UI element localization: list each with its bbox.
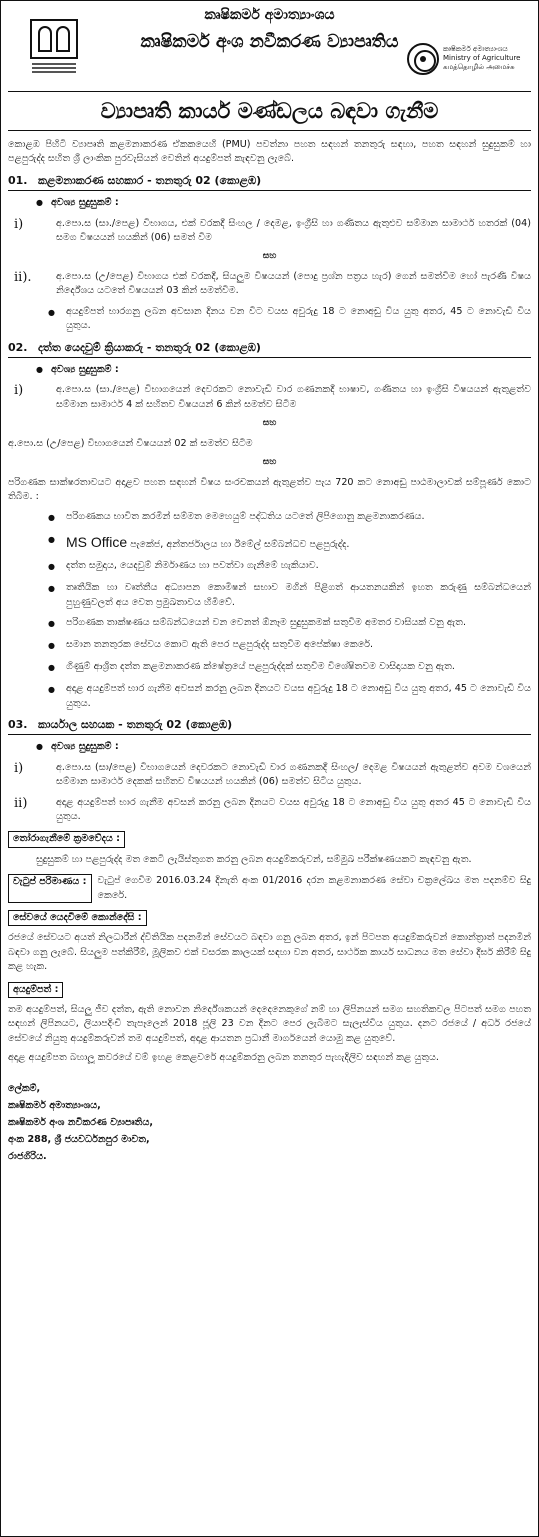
course-requirement: පරිගණක සාක්ෂරතාවයට අදාළව පහත සඳහන් විෂය සංරචකයන් ඇතුළත්ව පැය 720 කට නොඅඩු පාඨමාලාවක් සම්පූර්ණ කොට තිබීම. : bbox=[8, 476, 531, 502]
signature-line: ලේකම්, bbox=[8, 1083, 41, 1095]
applications-text: තම අයදුම්පත්, සියලු ජීව දත්ත, ඇති නොවන නිර්දේශකයන් දෙදෙනෙකුගේ නම් හා ලිපිනයන් සමග සහතිකවල පිටපත් සමග පහත සඳහන් ලිපිනයට, ලියාපදිංචි තැපෑලෙන් 2018 ජූලි 23 වන දිනට පෙර ලැබීමට සැලැස්විය යුතුය. දනට රජයේ / අර්ධ රජයේ සේවයේ නියුතු අයදුම්කරුවන් තම අයදුම්පත්, අදාළ ආයතන ප්‍රධානී මාර්ගයෙන් යොමු කළ යුතුවේ. bbox=[8, 1003, 531, 1044]
seal-line-english: Ministry of Agriculture bbox=[443, 53, 521, 62]
list-item bbox=[48, 581, 531, 610]
item-numeral: i) bbox=[14, 383, 24, 399]
list-item bbox=[48, 638, 531, 654]
signature-line: කෘෂිකර්ම අමාත්‍යාංශය, bbox=[8, 1100, 101, 1112]
signature-line: රාජගිරිය. bbox=[8, 1150, 47, 1162]
bullet-text: පරිගණකය භාවිත කරමින් සම්මත මෙහෙයුම් පද්ධතිය යටතේ ලිපිගොනු කළමනාකරණය. bbox=[66, 511, 425, 523]
requirements-label: ● අවශ්‍ය සුදුසුකම් : bbox=[36, 740, 531, 754]
item-text: අ.පො.ස (උ/පෙළ) විභාගය එක් වරකදී, සියලුම විෂයයන් (පොදු ප්‍රශ්න පත්‍රය හැර) ගෙන් සමත්වීම හෝ පැරණි විෂය නිර්දේශය යටතේ විෂයයන් 03 කින් සමත්වීම. bbox=[56, 270, 531, 297]
signature-line: කෘෂිකර්ම අංශ නවීකරණ ව්‍යාපෘතිය, bbox=[8, 1117, 154, 1129]
age-requirement bbox=[48, 305, 531, 334]
salary-text: වැටුප් ගෙවීම 2016.03.24 දිනැති අංක 01/2016 දරන කළමනාකරණ සේවා චක්‍රලේඛය මත පදනම්ව සිදු කෙරේ. bbox=[97, 875, 531, 901]
item-numeral: ii). bbox=[14, 269, 32, 285]
section-1-heading bbox=[8, 173, 531, 192]
applications-label: අයදුම්පත් : bbox=[8, 982, 63, 998]
signature-line: අංක 288, ශ්‍රී ජයවර්ධනපුර මාවත, bbox=[8, 1133, 150, 1145]
list-item bbox=[48, 660, 531, 676]
header bbox=[8, 1, 531, 91]
intro-paragraph: කොළඹ පිහිටි ව්‍යාපෘති කළමනාකරණ ඒකකයෙහි (PMU) පවත්නා පහත සඳහන් තනතුරු සඳහා, පහත සඳහන් සුදුසුකම් හා පළපුරුද්ද සහිත ශ්‍රී ලාංකික පුරවැසියන් වෙතින් අයදුම්පත් කැඳවනු ලැබේ. bbox=[8, 139, 531, 165]
selection-text: සුදුසුකම් හා පළපුරුද්ද මත කෙටි ලැයිස්තුගත කරනු ලබන අයදුම්කරුවන්, සම්මුඛ පරීක්ෂණයකට කැඳවනු ඇත. bbox=[36, 853, 472, 865]
requirements-label: ● අවශ්‍ය සුදුසුකම් : bbox=[36, 196, 531, 210]
section-title: කාර්යාල සහයක - තනතුරු 02 (කොළඹ) bbox=[38, 717, 233, 731]
bullet-text: ගිණුම් ආශ්‍රිත දත්ත කළමනාකරණ ක්ෂේත්‍රයේ පළපුරුද්දක් සතුවීම විශේෂිතවම වාසිදායක වනු ඇත. bbox=[66, 661, 455, 673]
bullet-icon: ● bbox=[48, 535, 55, 545]
section-2-heading bbox=[8, 340, 531, 359]
bullet-text: අයදුම්පත් භාරගනු ලබන අවසාන දිනය වන විට වයස අවුරුදු 18 ට නොඅඩු විය යුතු අතර, 45 ට නොවැඩි විය යුතුය. bbox=[66, 305, 531, 332]
page-title: ව්‍යාපෘති කාර්ය මණ්ඩලය බඳවා ගැනීම bbox=[8, 91, 531, 131]
envelope-instruction: අදාළ අයදුම්පත බහාලූ කවරයේ වම් ඉහළ කෙළවරේ අයදුම්කරනු ලබන තනතුර පැහැදිලිව සඳහන් කළ යුතුය. bbox=[8, 1052, 439, 1064]
conditions-text: රජයේ සේවයට අයත් නිලධාරීන් ද්විතියික පදනමින් සේවයට බඳවා ගනු ලබන අතර, ඉන් පිටපත අයදුම්කරුවන් කොන්ත්‍රාත් පදනමින් බඳවා ගනු ලැබේ. සියලුම පත්කිරීම්, මූලිකව එක් වසරක කාලයක් සඳහා වන අතර, සාර්ථක කාර්ය සාධනය මත සේවා දීර්ඝ කිරීම් සිදු කළ හැක. bbox=[8, 932, 531, 973]
bullet-text: සමාන තනතුරක සේවය කොට ඇති පෙර පළපුරුද්ද සතුවීම අපේක්ෂා කෙරේ. bbox=[66, 639, 374, 651]
list-item bbox=[48, 616, 531, 632]
requirement-item bbox=[8, 270, 531, 299]
bullet-icon: ● bbox=[48, 641, 55, 651]
al-requirement: අ.පො.ස (උ/පෙළ) විභාගයෙන් විෂයයන් 02 ක් සමත්ව සිටීම bbox=[8, 437, 253, 449]
and-separator: සහ bbox=[262, 457, 277, 468]
bullet-text-rest: පැකේජ, අන්තර්ජාලය හා ඊමේල් සම්බන්ධව පළපුරුද්ද. bbox=[130, 539, 350, 551]
requirement-item bbox=[8, 761, 531, 790]
item-numeral: ii) bbox=[14, 795, 28, 811]
bullet-icon: ● bbox=[48, 663, 55, 673]
seal-line-tamil: கமத்தொழில் அமைச்சு bbox=[443, 62, 515, 71]
ministry-seal-text bbox=[443, 45, 525, 71]
conditions-label: සේවයේ යෙදවීමේ කොන්දේසි : bbox=[8, 910, 147, 926]
bullet-icon: ● bbox=[48, 584, 55, 594]
item-text: අ.පො.ස (සා./පෙළ) විභාගයෙන් දෙවරකට නොවැඩි වාර ගණනකදී භාෂාව, ගණිතය හා ඉංග්‍රීසි විෂයයන් ඇතුළත්ව සම්මාන සාමාර්ථ 4 ක් සහිතව විෂයයන් 6 කින් සමත්ව සිටීම bbox=[56, 384, 531, 410]
bullet-icon: ● bbox=[48, 513, 55, 523]
section-3-heading bbox=[8, 717, 531, 736]
list-item bbox=[48, 682, 531, 711]
bullet-text: තෘතීයික හා වෘත්තීය අධ්‍යාපන කොමිෂන් සභාව මගින් පිළිගත් ආයතනයකින් ඉහත කරුණු සම්බන්ධයෙන් පුහුණුවලත් අය වෙත ප්‍රමුඛතාවය හිමිවේ. bbox=[66, 582, 531, 608]
list-item bbox=[48, 532, 531, 553]
section-title: දත්ත යෙදවුම් ක්‍රියාකරු - තනතුරු 02 (කොළඹ) bbox=[38, 340, 261, 354]
section-number: 03. bbox=[8, 717, 28, 731]
selection-label: තෝරාගැනීමේ ක්‍රමවේදය : bbox=[8, 831, 125, 847]
bullet-icon: ● bbox=[48, 562, 55, 572]
bullet-icon: ● bbox=[48, 685, 55, 695]
ms-office-label: MS Office bbox=[66, 534, 128, 551]
ministry-seal-icon bbox=[407, 43, 439, 75]
bullet-text bbox=[66, 532, 531, 553]
bullet-text: අදාළ අයදුම්පත් භාර ගැනීම අවසන් කරනු ලබන දිනයට වයස අවුරුදු 18 ට නොඅඩු විය යුතු අතර, 45 ට නොවැඩි විය යුතුය. bbox=[66, 683, 531, 709]
and-separator: සහ bbox=[262, 251, 277, 262]
bullet-text: පරිගණක තාක්ෂණය සම්බන්ධයෙන් වන වෙනත් ඕනෑම සුදුසුකමක් සතුවීම අමතර වාසියක් වනු ඇත. bbox=[66, 617, 467, 629]
bullet-icon: ● bbox=[48, 619, 55, 629]
section-number: 01. bbox=[8, 173, 28, 187]
seal-line-sinhala: කෘෂිකර්ම අමාත්‍යාංශය bbox=[443, 45, 508, 53]
list-item bbox=[48, 510, 531, 526]
bullet-icon: ● bbox=[48, 307, 55, 317]
and-separator: සහ bbox=[262, 418, 277, 429]
requirement-item bbox=[8, 796, 531, 825]
item-text: අ.පො.ස (සා/පෙළ) විභාගයෙන් දෙවරකට නොවැඩි වාර ගණනකදී සිංහල/ දෙමළ විෂයයන් ඇතුළත්ව අවම වශයෙන් සම්මාන සාමාර්ථ දෙකක් සහිතව විෂයයන් හයකින් (06) සමත්ව සිටිය යුතුය. bbox=[56, 761, 531, 788]
list-item bbox=[48, 559, 531, 575]
project-name: කෘෂිකර්ම අංශ නවීකරණ ව්‍යාපෘතිය bbox=[140, 32, 399, 52]
salary-row bbox=[8, 874, 531, 903]
requirements-label: ● අවශ්‍ය සුදුසුකම් : bbox=[36, 363, 531, 377]
section-title: කළමනාකරණ සහකාර - තනතුරු 02 (කොළඹ) bbox=[38, 173, 262, 187]
item-text: අදාළ අයදුම්පත් භාර ගැනීම අවසන් කරනු ලබන දිනයට වයස අවුරුදු 18 ට නොඅඩු විය යුතු අතර 45 ට නොවැඩි විය යුතුය. bbox=[56, 796, 531, 822]
requirement-item bbox=[8, 383, 531, 412]
salary-label: වැටුප් පරිමාණය : bbox=[8, 874, 92, 903]
section-number: 02. bbox=[8, 340, 28, 354]
requirement-item bbox=[8, 217, 531, 246]
item-numeral: i) bbox=[14, 216, 24, 232]
ministry-name: කෘෂිකර්ම අමාත්‍යාංශය bbox=[204, 7, 335, 23]
item-numeral: i) bbox=[14, 760, 24, 776]
item-text: අ.පො.ස (සා./පෙළ) විභාගය, එක් වරකදී සිංහල / දෙමළ, ඉංග්‍රීසි හා ගණිතය ඇතුළුව සම්මාන සාමාර්ථ හතරක් (04) සමග විෂයයන් හයකින් (06) සමත් වීම bbox=[56, 217, 531, 244]
bullet-text: දත්ත සමුදාය, යෙදවුම් නිර්මාණය හා පවත්වා ගැනීමේ හැකියාව. bbox=[66, 560, 319, 572]
signature-block bbox=[8, 1081, 531, 1165]
